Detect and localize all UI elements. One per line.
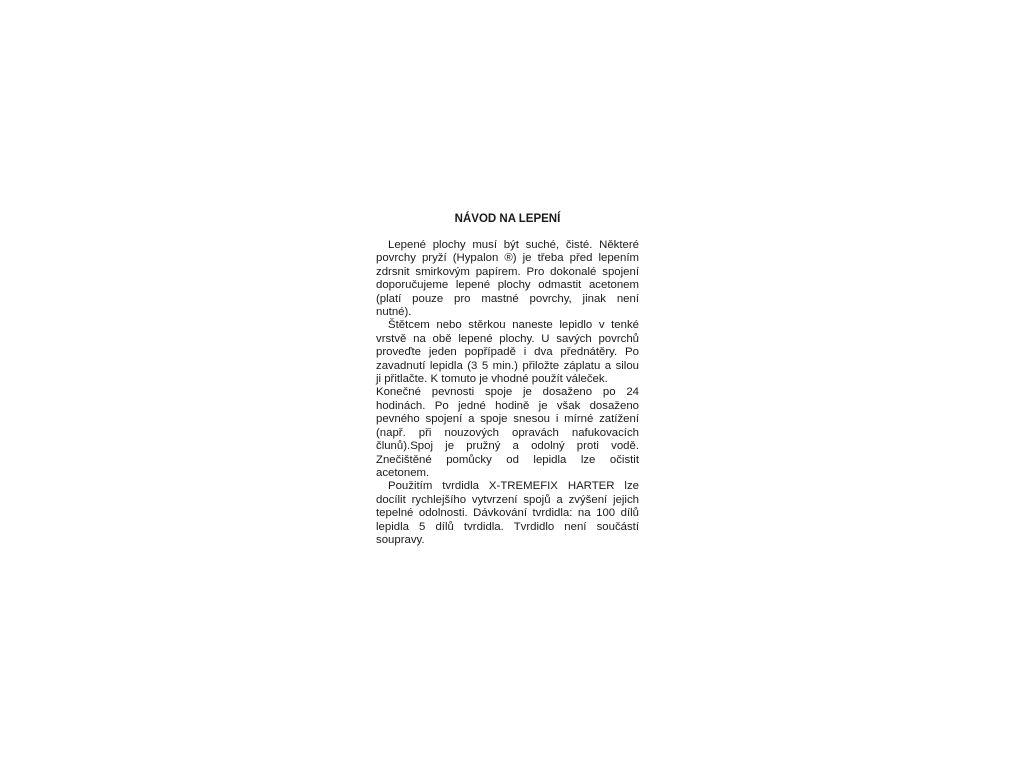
text-line: pevného spojení a spoje snesou i mírné zatížení xyxy=(376,413,639,426)
text-line: soupravy. xyxy=(376,533,425,546)
text-line: lepidla 5 dílů tvrdidla. Tvrdidlo není součástí xyxy=(376,520,639,533)
text-line: Štětcem nebo stěrkou naneste lepidlo v tenké xyxy=(388,319,639,332)
text-line: (platí pouze pro mastné povrchy, jinak není xyxy=(376,292,639,305)
text-line: člunů).Spoj je pružný a odolný proti vodě. xyxy=(376,440,639,453)
text-line: Znečištěné pomůcky od lepidla lze očistit xyxy=(376,453,639,466)
text-line: Použitím tvrdidla X-TREMEFIX HARTER lze xyxy=(388,480,639,493)
text-line: tepelné odolnosti. Dávkování tvrdidla: na 100 dílů xyxy=(376,507,639,520)
instructions-document xyxy=(376,212,639,547)
text-line: zavadnutí lepidla (3 5 min.) přiložte záplatu a silou xyxy=(376,359,639,372)
text-line: vrstvě na obě lepené plochy. U savých povrchů xyxy=(376,332,639,345)
text-line: proveďte jeden popřípadě i dva přednátěry. Po xyxy=(376,346,639,359)
text-line: povrchy pryží (Hypalon ®) je třeba před lepením xyxy=(376,252,639,265)
text-line: Lepené plochy musí být suché, čisté. Některé xyxy=(388,239,639,251)
document-body xyxy=(376,239,639,547)
text-line: nutné). xyxy=(376,306,412,319)
text-line: acetonem. xyxy=(376,466,430,479)
text-line: ji přitlačte. K tomuto je vhodné použít váleček. xyxy=(376,373,608,386)
text-line: doporučujeme lepené plochy odmastit acetonem xyxy=(376,279,639,292)
text-line: zdrsnit smirkovým papírem. Pro dokonalé spojení xyxy=(376,265,639,278)
text-line: docílit rychlejšího vytvrzení spojů a zvýšení jejich xyxy=(376,493,639,506)
text-line: hodinách. Po jedné hodině je však dosaženo xyxy=(376,399,639,412)
text-line: (např. při nouzových opravách nafukovacích xyxy=(376,426,639,439)
document-title: NÁVOD NA LEPENÍ xyxy=(454,213,561,225)
text-line: Konečné pevnosti spoje je dosaženo po 24 xyxy=(376,386,639,399)
